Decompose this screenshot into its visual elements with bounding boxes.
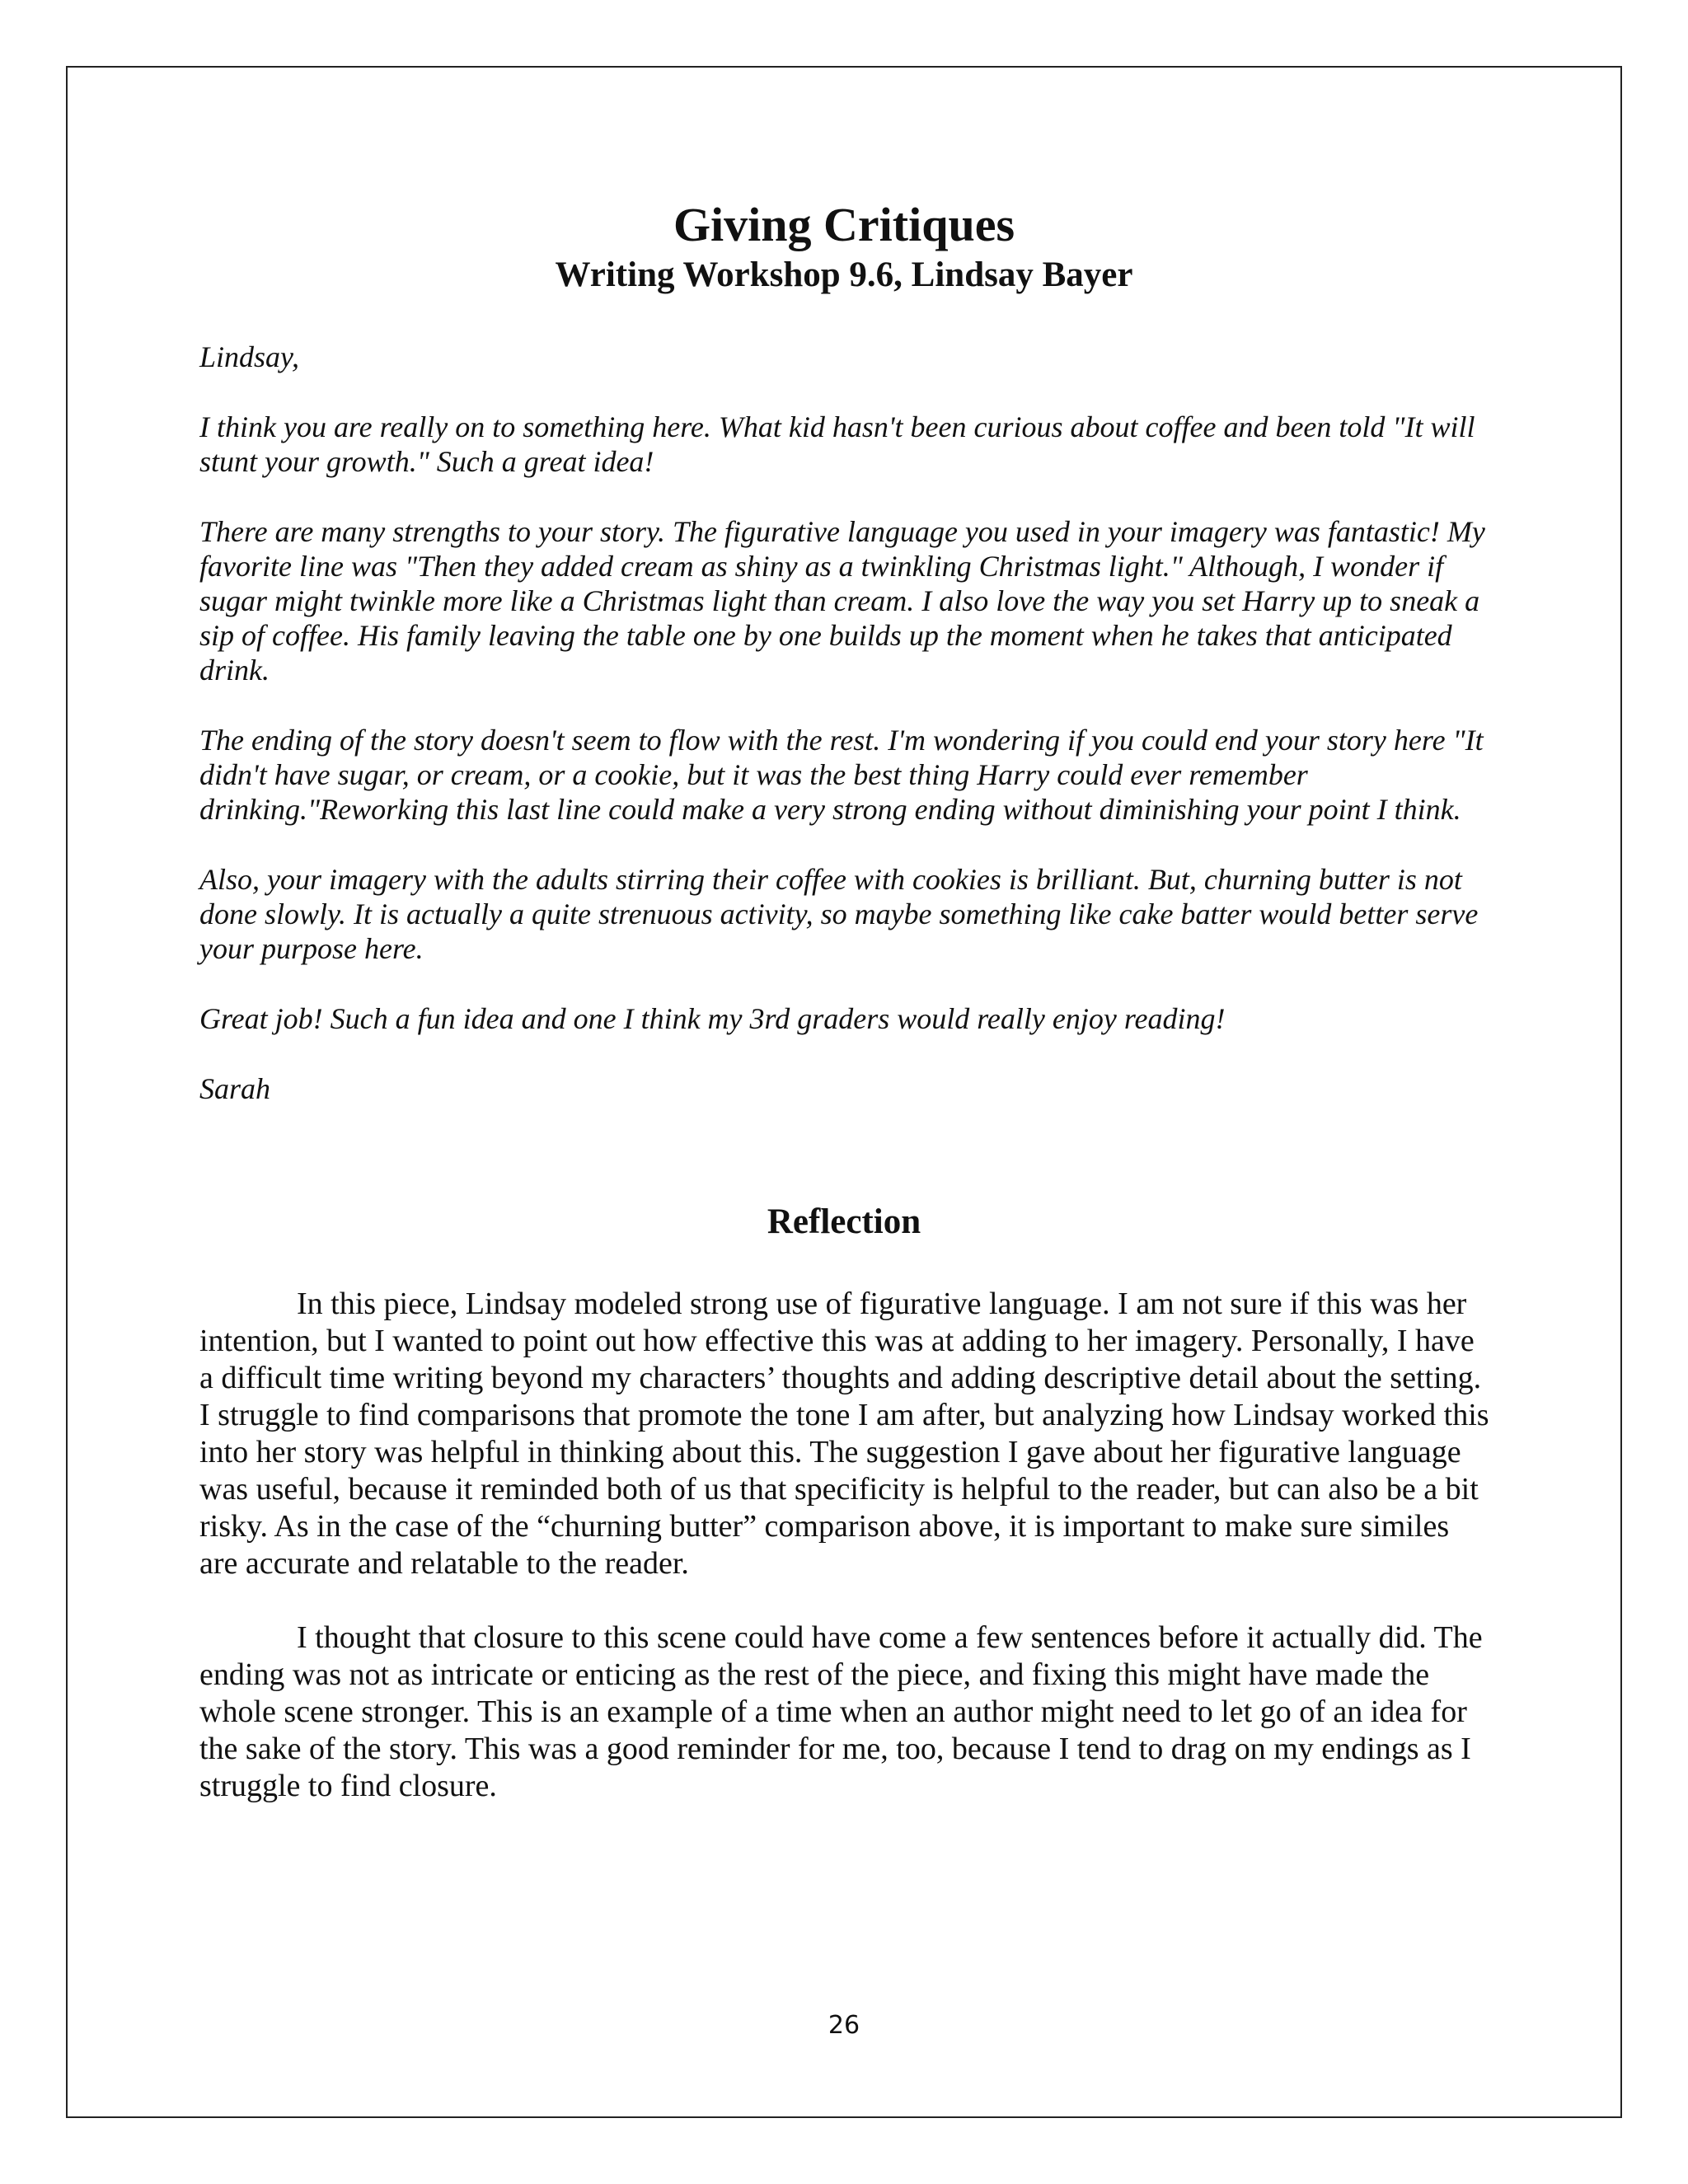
letter-paragraph: The ending of the story doesn't seem to flow with the rest. I'm wondering if you could end your story here "It didn't have sugar, or cream, or a cookie, but it was the best thing Harry could ever remember drinking."Reworking this last line could make a very strong ending without diminishing your point I think. — [199, 724, 1484, 826]
letter-paragraph: Also, your imagery with the adults stirring their coffee with cookies is brilliant. But, churning butter is not done slowly. It is actually a quite strenuous activity, so maybe something like cake batter would better serve your purpose here. — [199, 863, 1479, 965]
reflection-heading: Reflection — [767, 1202, 921, 1241]
page-title: Giving Critiques — [673, 198, 1015, 251]
page-number: 26 — [828, 2011, 860, 2040]
page-subtitle: Writing Workshop 9.6, Lindsay Bayer — [555, 255, 1133, 294]
letter-paragraph: I think you are really on to something here. What kid hasn't been curious about coffee and been told "It will stunt your growth." Such a great idea! — [199, 410, 1475, 478]
reflection-paragraph: In this piece, Lindsay modeled strong use of figurative language. I am not sure if this was her intention, but I wanted to point out how effective this was at adding to her imagery. Personally, I have a difficult time writing beyond my characters’ thoughts and adding descriptive detail about the setting. I struggle to find comparisons that promote the tone I am after, but analyzing how Lindsay worked this into her story was helpful in thinking about this. The suggestion I gave about her figurative language was useful, because it reminded both of us that specificity is helpful to the reader, but can also be a bit risky. As in the case of the “churning butter” comparison above, it is important to make sure similes are accurate and relatable to the reader. — [199, 1286, 1489, 1581]
reflection-paragraph: I thought that closure to this scene could have come a few sentences before it actually did. The ending was not as intricate or enticing as the rest of the piece, and fixing this might have made the whole scene stronger. This is an example of a time when an author might need to let go of an idea for the sake of the story. This was a good reminder for me, too, because I tend to drag on my endings as I struggle to find closure. — [199, 1620, 1483, 1803]
letter-signature: Sarah — [199, 1072, 271, 1105]
letter-paragraph: Great job! Such a fun idea and one I think my 3rd graders would really enjoy reading! — [199, 1002, 1226, 1035]
critique-letter — [199, 340, 1502, 1141]
reflection-body — [199, 1286, 1493, 1842]
letter-paragraph: There are many strengths to your story. The figurative language you used in your imagery was fantastic! My favorite line was "Then they added cream as shiny as a twinkling Christmas light." Although, I wonder if sugar might twinkle more like a Christmas light than cream. I also love the way you set Harry up to sneak a sip of coffee. His family leaving the table one by one builds up the moment when he takes that anticipated drink. — [199, 515, 1485, 687]
letter-greeting: Lindsay, — [199, 340, 300, 373]
